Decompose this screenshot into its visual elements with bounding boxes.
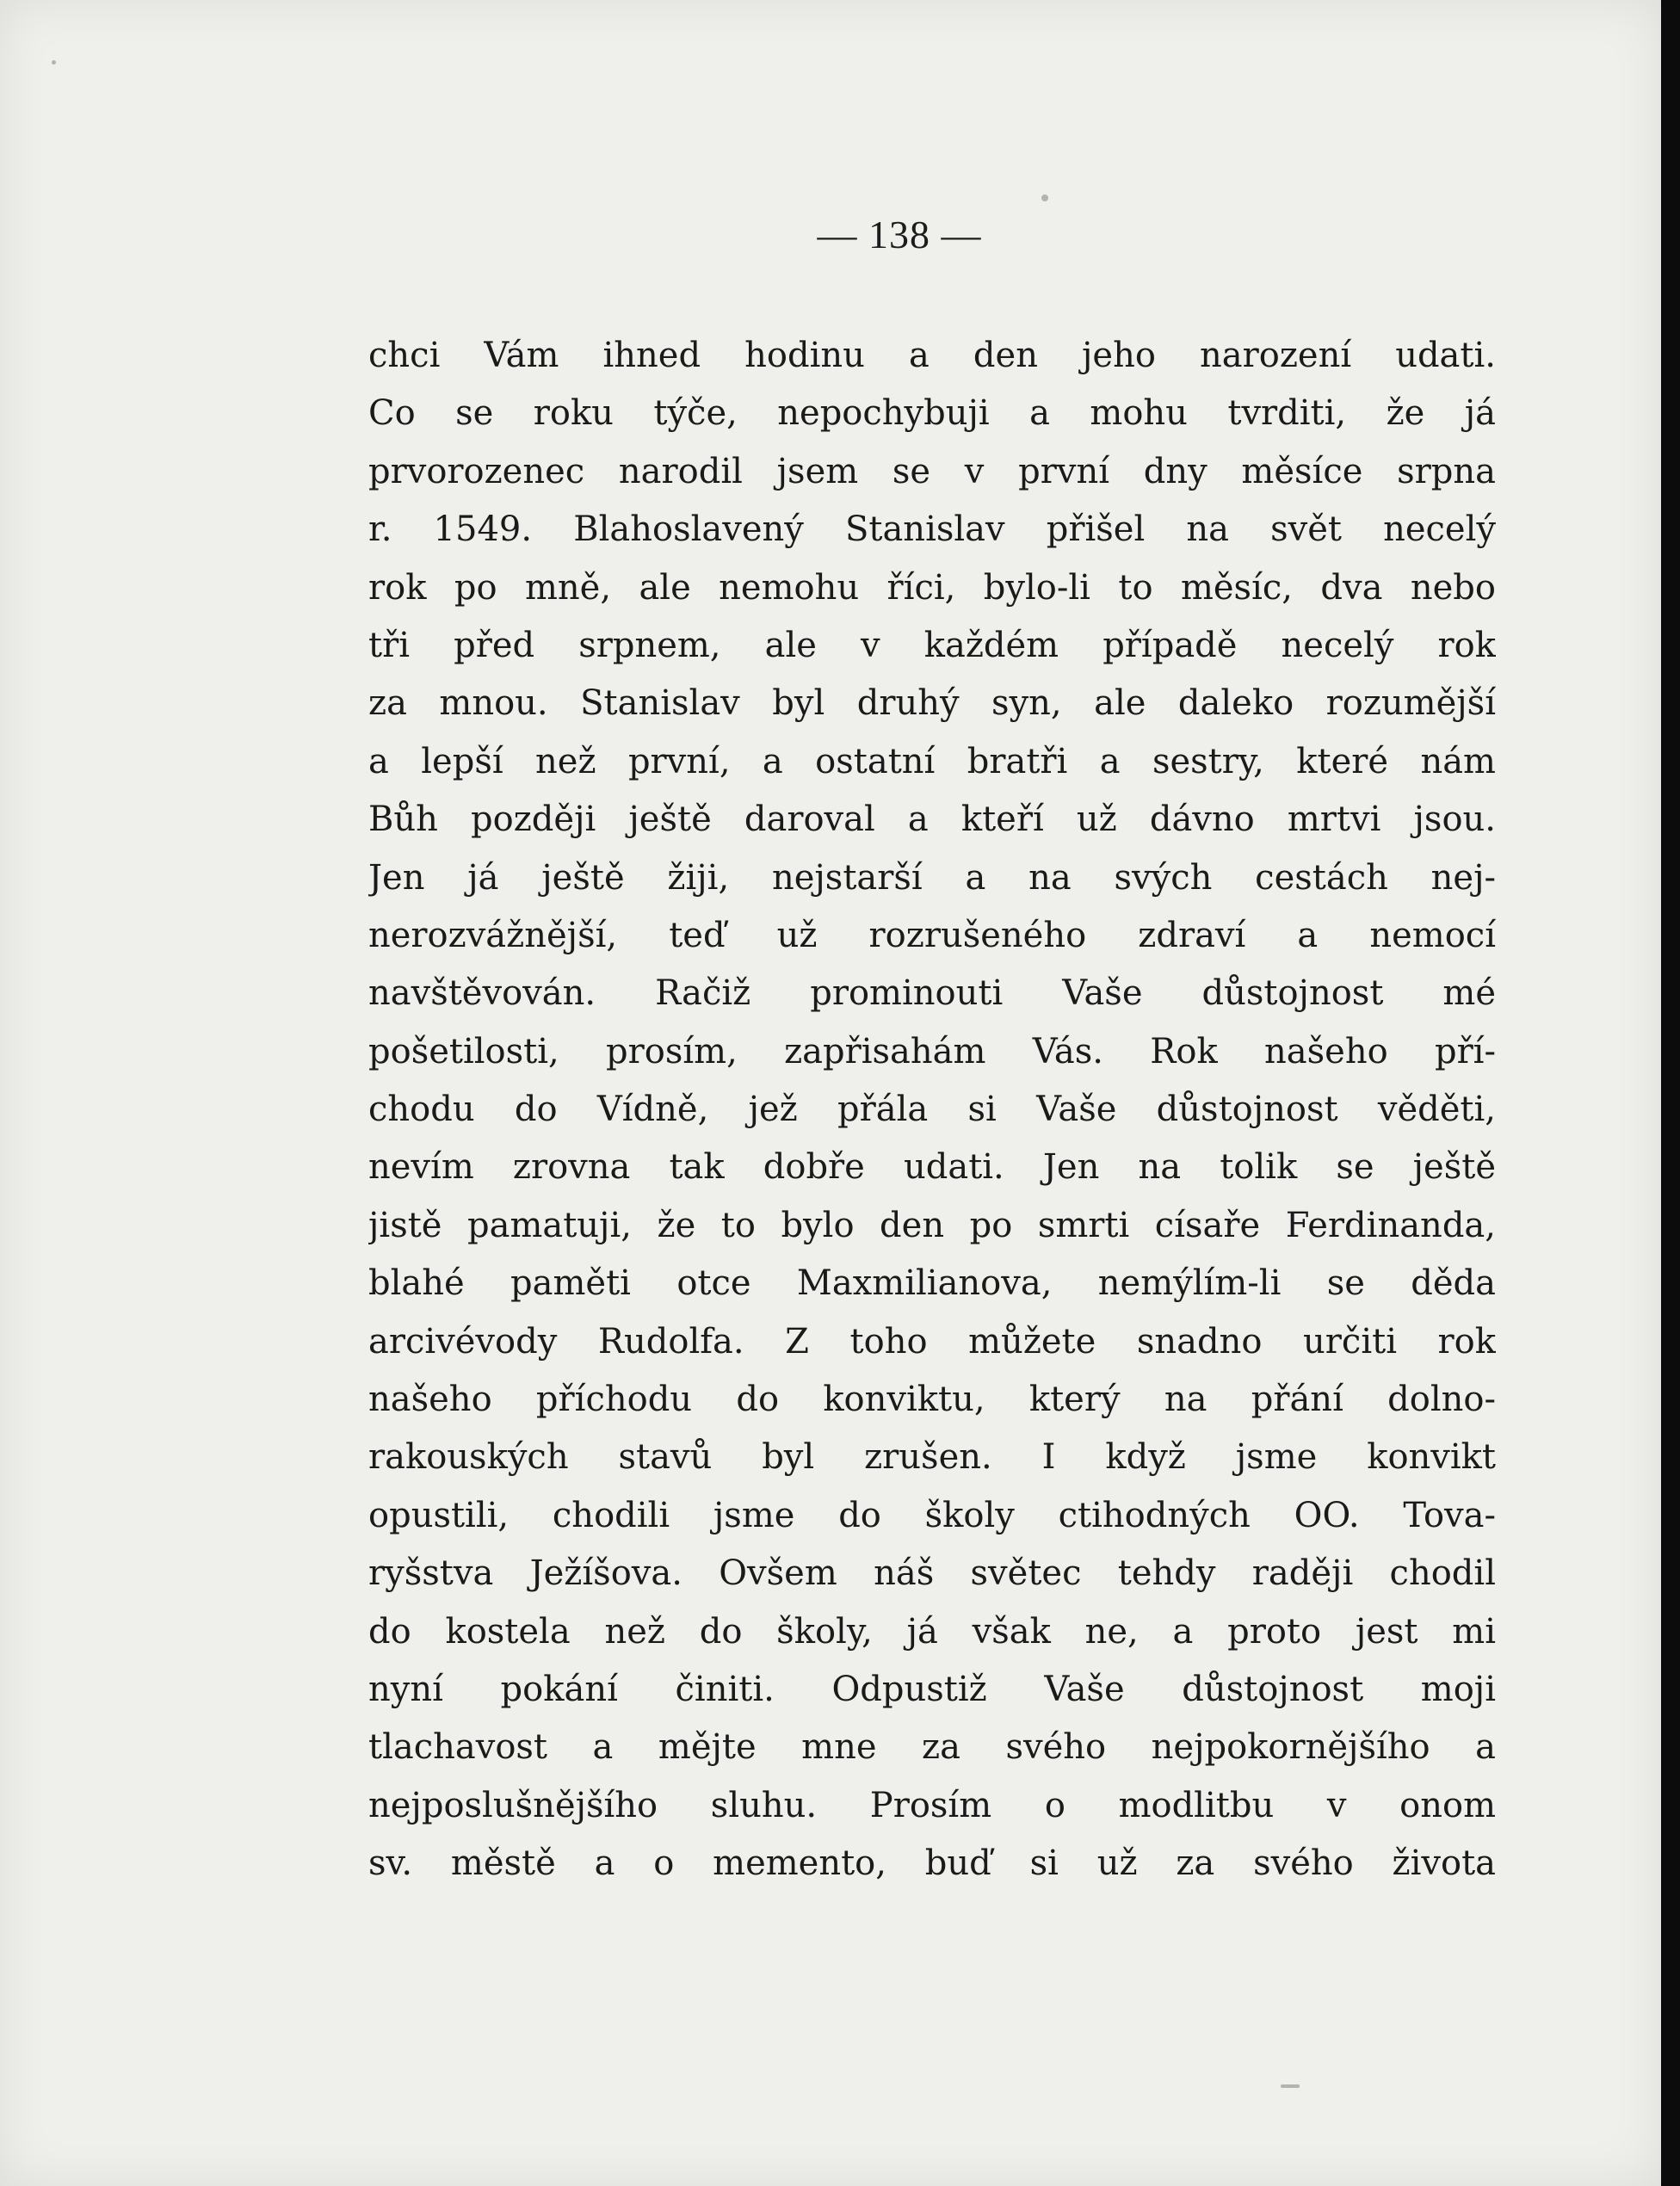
paper-speck: [1281, 2084, 1300, 2088]
text-line: navštěvován. Račiž prominouti Vaše důstojnost mé: [368, 973, 1496, 1014]
text-line: nerozvážnější, teď už rozrušeného zdraví a nemocí: [368, 915, 1496, 955]
text-line: chci Vám ihned hodinu a den jeho narození udati.: [368, 336, 1496, 375]
text-line: nejposlušnějšího sluhu. Prosím o modlitbu v onom: [368, 1785, 1496, 1825]
text-line: a lepší než první, a ostatní bratři a sestry, které nám: [368, 741, 1496, 781]
text-line: opustili, chodili jsme do školy ctihodných OO. Tova-: [368, 1495, 1496, 1535]
text-line: prvorozenec narodil jsem se v první dny měsíce srpna: [368, 451, 1496, 491]
text-line: Co se roku týče, nepochybuji a mohu tvrditi, že já: [368, 393, 1496, 434]
text-line: tlachavost a mějte mne za svého nejpokornějšího a: [368, 1727, 1496, 1768]
text-line: rok po mně, ale nemohu říci, bylo-li to měsíc, dva nebo: [368, 567, 1496, 608]
paper-speck: [1041, 195, 1048, 201]
text-line: chodu do Vídně, jež přála si Vaše důstojnost věděti,: [368, 1090, 1496, 1130]
text-line: do kostela než do školy, já však ne, a proto jest mi: [368, 1611, 1496, 1652]
text-line: nevím zrovna tak dobře udati. Jen na tolik se ještě: [368, 1147, 1496, 1188]
text-line: ryšstva Ježíšova. Ovšem náš světec tehdy raději chodil: [368, 1553, 1496, 1594]
text-line: sv. městě a o memento, buď si už za svého života: [368, 1843, 1496, 1884]
text-line: blahé paměti otce Maxmilianova, nemýlím-li se děda: [368, 1263, 1496, 1304]
body-text: [368, 327, 1496, 1893]
page-edge-shadow: [1661, 0, 1680, 2186]
text-line: r. 1549. Blahoslavený Stanislav přišel na svět necelý: [368, 509, 1496, 550]
text-line: tři před srpnem, ale v každém případě necelý rok: [368, 625, 1496, 665]
text-line: Jen já ještě žiji, nejstarší a na svých cestách nej-: [368, 857, 1496, 898]
text-line: arcivévody Rudolfa. Z toho můžete snadno určiti rok: [368, 1321, 1496, 1362]
text-line: nyní pokání činiti. Odpustiž Vaše důstojnost moji: [368, 1669, 1496, 1709]
text-line: rakouských stavů byl zrušen. I když jsme konvikt: [368, 1437, 1496, 1478]
text-line: za mnou. Stanislav byl druhý syn, ale daleko rozumější: [368, 683, 1496, 724]
text-line: jistě pamatuji, že to bylo den po smrti císaře Ferdinanda,: [368, 1205, 1496, 1245]
text-line: pošetilosti, prosím, zapřisahám Vás. Rok našeho pří-: [368, 1031, 1496, 1071]
text-line: našeho příchodu do konviktu, který na přání dolno-: [368, 1380, 1496, 1420]
paper-speck: [52, 60, 56, 65]
text-line: Bůh později ještě daroval a kteří už dávno mrtvi jsou.: [368, 800, 1496, 840]
page-number: — 138 —: [817, 213, 982, 256]
